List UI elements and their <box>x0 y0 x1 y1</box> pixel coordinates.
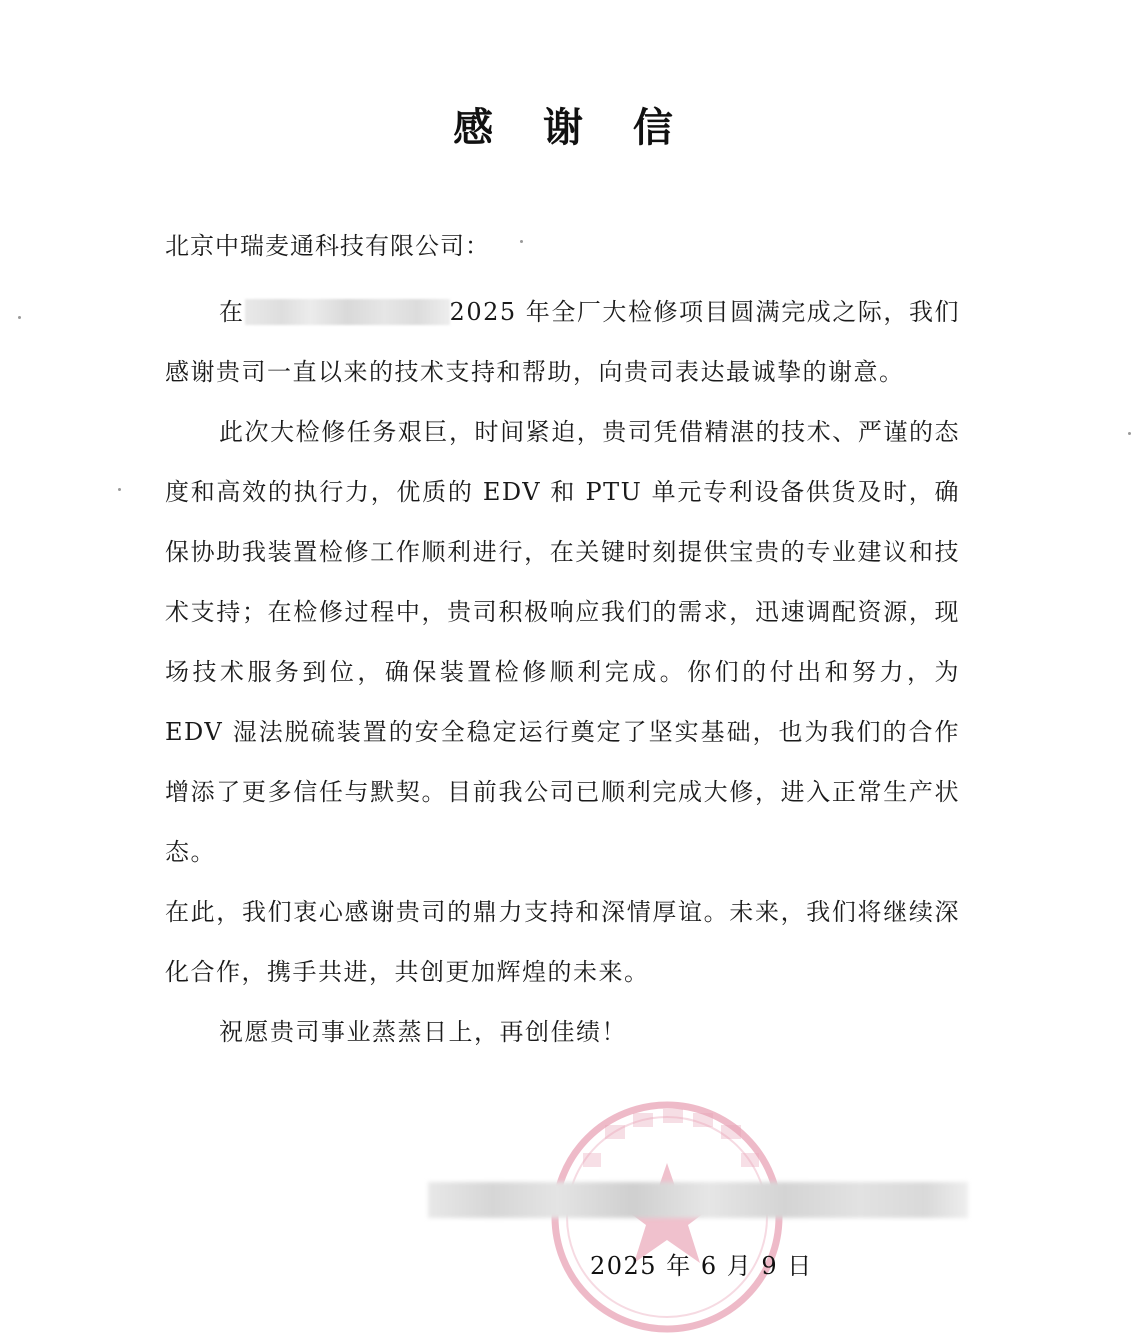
scan-speck <box>118 488 121 491</box>
letter-body <box>165 282 960 1062</box>
redacted-signer <box>428 1182 968 1218</box>
paragraph-1 <box>165 282 960 402</box>
scan-speck <box>1128 432 1131 435</box>
redacted-company-name <box>245 299 450 325</box>
letter-title: 感 谢 信 <box>453 104 691 151</box>
salutation: 北京中瑞麦通科技有限公司： <box>165 232 490 260</box>
paragraph-3: 在此，我们衷心感谢贵司的鼎力支持和深情厚谊。未来，我们将继续深化合作，携手共进，共创更加辉煌的未来。 <box>165 898 960 986</box>
paragraph-2: 此次大检修任务艰巨，时间紧迫，贵司凭借精湛的技术、严谨的态度和高效的执行力，优质的 EDV 和 PTU 单元专利设备供货及时，确保协助我装置检修工作顺利进行，在关键时刻提供宝贵的专业建议和技术支持；在检修过程中，贵司积极响应我们的需求，迅速调配资源，现场技术服务到位，确保装置检修顺利完成。你们的付出和努力，为 EDV 湿法脱硫装置的安全稳定运行奠定了坚实基础，也为我们的合作增添了更多信任与默契。目前我公司已顺利完成大修，进入正常生产状态。 <box>165 418 960 866</box>
paragraph-1-rest: 2025 年全厂大检修项目圆满完成之际，我们感谢贵司一直以来的技术支持和帮助，向贵司表达最诚挚的谢意。 <box>165 298 960 386</box>
scan-speck <box>18 316 21 319</box>
paragraph-4: 祝愿贵司事业蒸蒸日上，再创佳绩！ <box>219 1018 627 1046</box>
scan-speck <box>520 240 523 243</box>
letter-date: 2025 年 6 月 9 日 <box>590 1252 813 1280</box>
paragraph-1-start: 在 <box>219 298 245 326</box>
